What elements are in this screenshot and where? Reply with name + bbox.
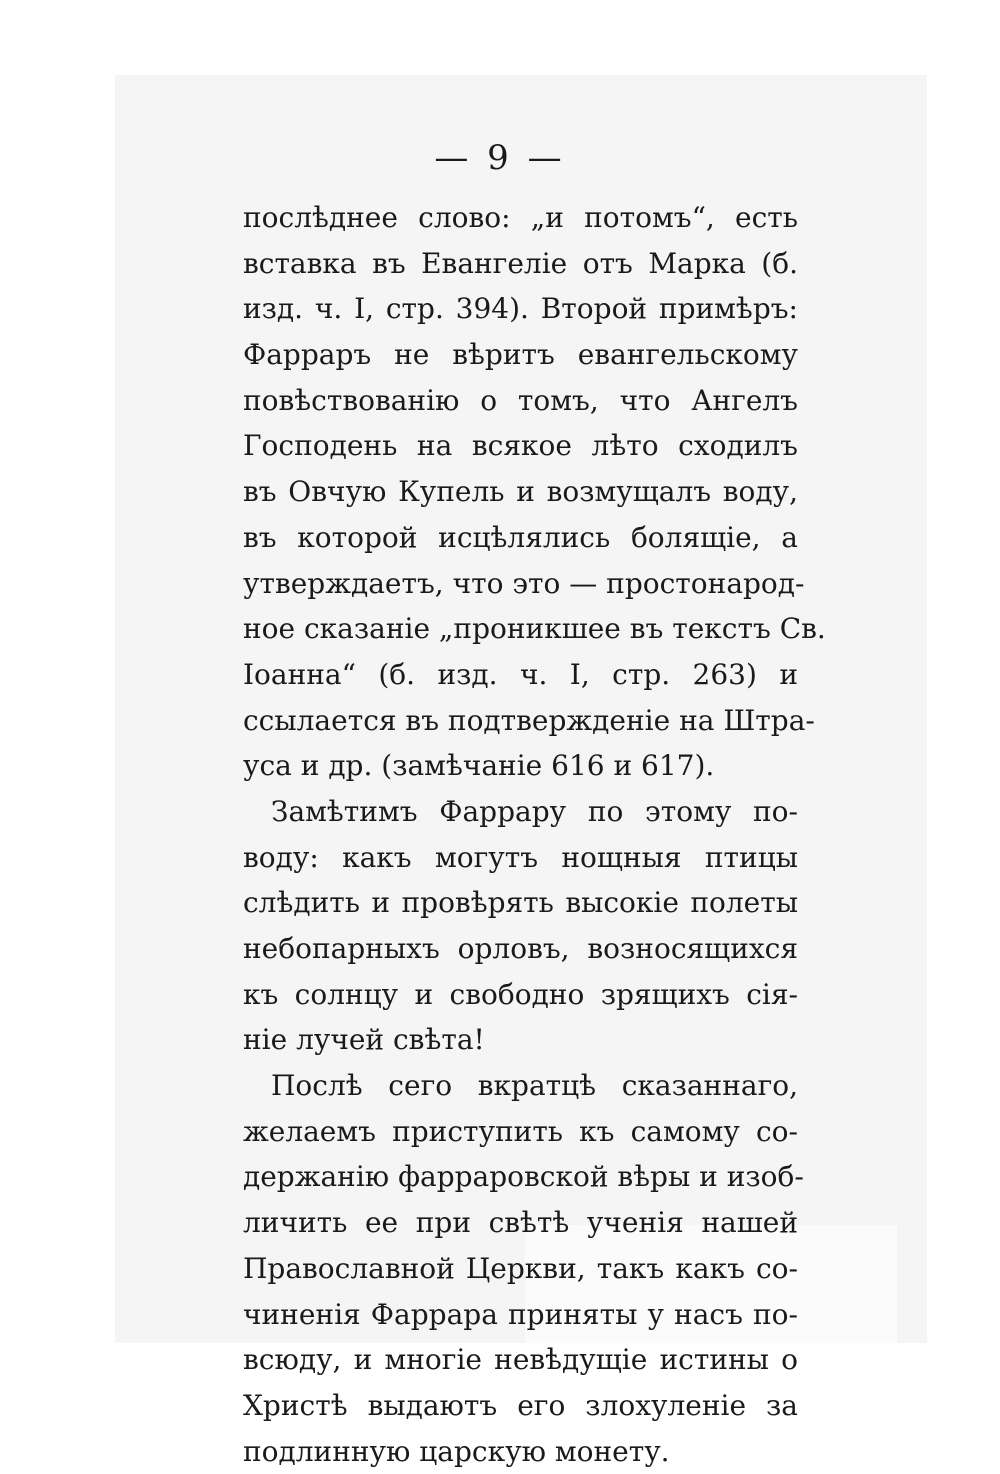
text-line: желаемъ приступить къ самому со- [243, 1114, 798, 1148]
text-line: держанію фарраровской вѣры и изоб- [243, 1160, 804, 1194]
text-line: въ которой исцѣлялись болящіе, а [243, 520, 798, 554]
text-line: подлинную царскую монету. [243, 1434, 670, 1468]
text-line: Іоанна“ (б. изд. ч. I, стр. 263) и [243, 657, 798, 691]
paragraph-3 [243, 1063, 804, 1474]
text-line: Послѣ сего вкратцѣ сказаннаго, [271, 1069, 798, 1103]
text-line: Замѣтимъ Фаррару по этому по- [271, 794, 798, 828]
text-line: Господень на всякое лѣто сходилъ [243, 429, 798, 463]
text-line: повѣствованію о томъ, что Ангелъ [243, 383, 798, 417]
text-line: въ Овчую Купель и возмущалъ воду, [243, 475, 798, 509]
body-text [243, 195, 826, 1474]
text-line: воду: какъ могутъ нощныя птицы [243, 840, 798, 874]
text-line: вставка въ Евангеліе отъ Марка (б. [243, 246, 798, 280]
text-line: небопарныхъ орловъ, возносящихся [243, 932, 798, 965]
text-line: Православной Церкви, такъ какъ со- [243, 1251, 798, 1285]
page-number: — 9 — [434, 138, 566, 178]
text-line: чиненія Фаррара приняты у насъ по- [243, 1297, 798, 1331]
paragraph-1 [243, 195, 826, 789]
text-line: Христѣ выдаютъ его злохуленіе за [243, 1388, 798, 1422]
text-line: ное сказаніе „проникшее въ текстъ Св. [243, 612, 826, 646]
text-line: къ солнцу и свободно зрящихъ сія- [243, 977, 798, 1011]
text-line: ссылается въ подтвержденіе на Штра- [243, 703, 815, 737]
text-line: послѣднее слово: „и потомъ“, есть [243, 201, 798, 234]
text-line: ніе лучей свѣта! [243, 1023, 485, 1057]
text-line: утверждаетъ, что это — простонарод- [243, 566, 805, 600]
text-line: Фарраръ не вѣритъ евангельскому [243, 338, 798, 372]
text-line: личить ее при свѣтѣ ученія нашей [243, 1206, 798, 1240]
text-line: уса и др. (замѣчаніе 616 и 617). [243, 749, 715, 783]
text-line: слѣдить и провѣрять высокіе полеты [243, 886, 798, 920]
paragraph-2 [243, 789, 798, 1063]
text-line: всюду, и многіе невѣдущіе истины о [243, 1343, 798, 1377]
text-line: изд. ч. I, стр. 394). Второй примѣръ: [243, 292, 798, 326]
